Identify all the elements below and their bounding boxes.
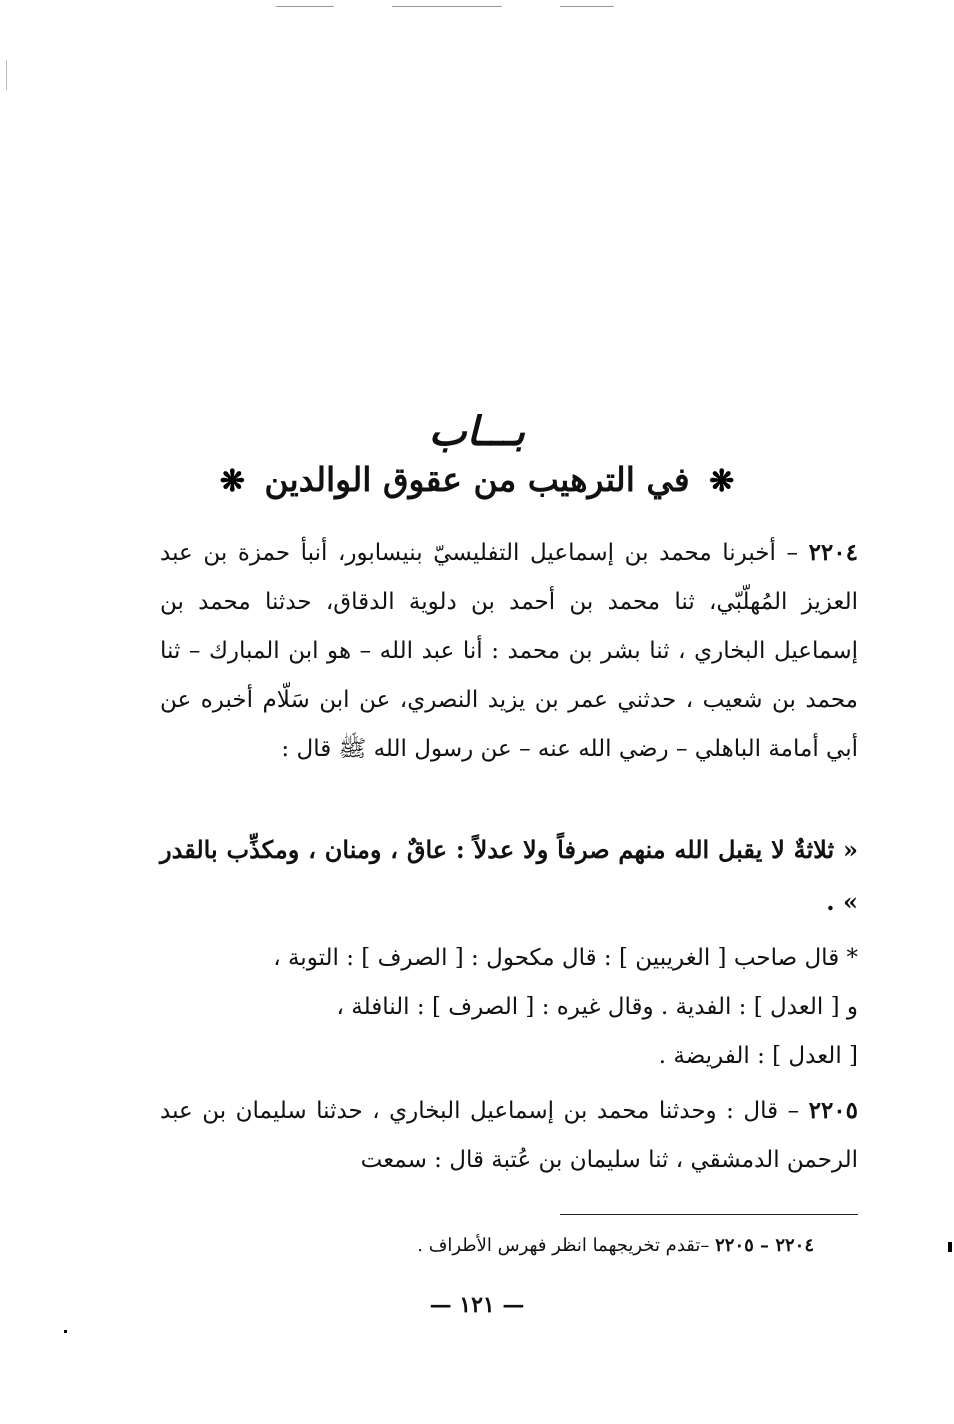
isnad-text: – قال : وحدثنا محمد بن إسماعيل البخاري ، حدثنا سليمان بن عبد الرحمن الدمشقي ، ثنا سليمان بن عُتبة قال : سمعت <box>160 1098 858 1173</box>
hadith-matn: « ثلاثةٌ لا يقبل الله منهم صرفاً ولا عدلاً : عاقٌ ، ومنان ، ومكذِّب بالقدر » . <box>160 835 858 916</box>
footnote-text: –تقدم تخريجهما انظر فهرس الأطراف . <box>417 1235 716 1256</box>
chapter-title-text: في الترهيب من عقوق الوالدين <box>264 460 690 499</box>
top-scan-line <box>392 6 502 7</box>
footnote-numbers: ٢٢٠٤ – ٢٢٠٥ <box>715 1235 814 1256</box>
note-line: [ العدل ] : الفريضة . <box>658 1043 858 1069</box>
hadith-2204-isnad <box>160 528 858 774</box>
hadith-2205-isnad <box>160 1086 858 1185</box>
chapter-heading: بـــاب <box>428 408 526 455</box>
note-line: * قال صاحب [ الغريبين ] : قال مكحول : [ الصرف ] : التوبة ، <box>273 945 858 971</box>
hadith-number: ٢٢٠٥ <box>808 1097 859 1124</box>
top-scan-line <box>276 6 334 7</box>
margin-mark <box>64 1330 67 1333</box>
hadith-number: ٢٢٠٤ <box>808 539 858 566</box>
footnote <box>417 1232 814 1260</box>
margin-mark <box>6 60 7 90</box>
note-line: و [ العدل ] : الفدية . وقال غيره : [ الصرف ] : النافلة ، <box>336 994 858 1020</box>
ornament-star-icon: ❋ <box>219 464 245 499</box>
ornament-star-icon: ❋ <box>709 464 735 499</box>
footnote-divider <box>560 1214 858 1215</box>
isnad-text: – أخبرنا محمد بن إسماعيل التفليسيّ بنيسابور، أنبأ حمزة بن عبد العزيز المُهلّبّي، ثنا محمد بن أحمد بن دلوية الدقاق، حدثنا محمد بن إسماعيل البخاري ، ثنا بشر بن محمد : أنا عبد الله – هو ابن المبارك – ثنا محمد بن شعيب ، حدثني عمر بن يزيد النصري، عن ابن سَلّام أخبره عن أبي أمامة الباهلي – رضي الله عنه – عن رسول الله ﷺ قال : <box>160 540 858 762</box>
explanatory-note <box>160 934 858 1081</box>
top-scan-line <box>560 6 614 7</box>
page-number: — ١٢١ — <box>429 1292 525 1318</box>
margin-mark <box>948 1242 952 1252</box>
chapter-title <box>0 460 954 499</box>
